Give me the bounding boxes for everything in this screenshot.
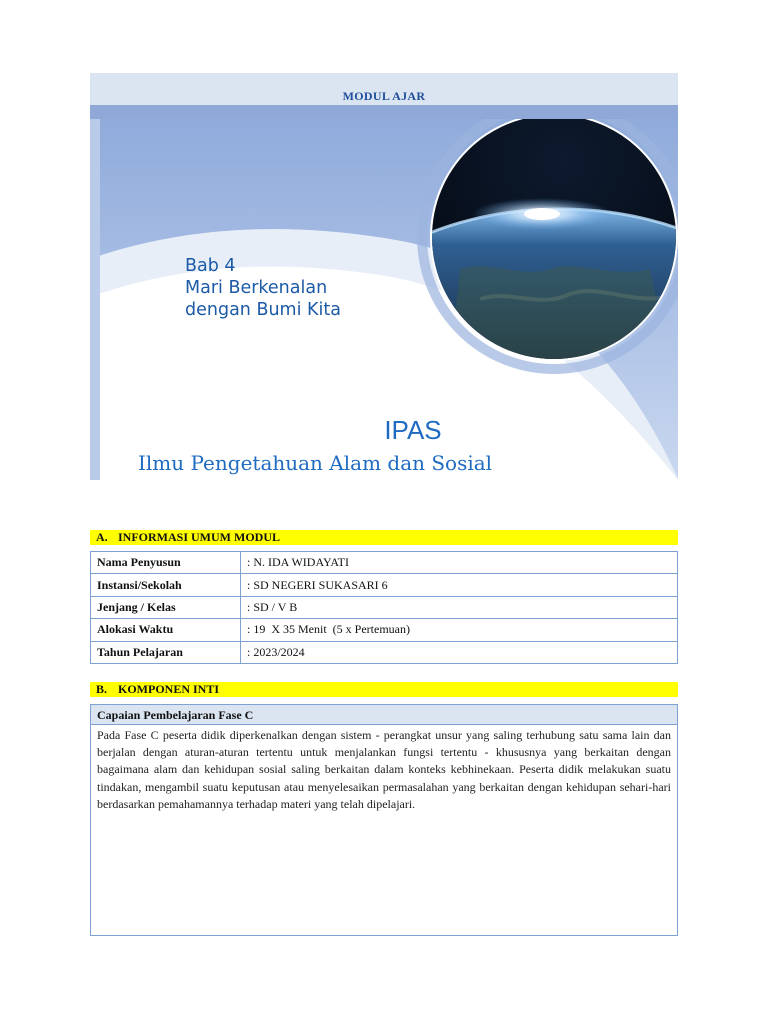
row-value: : SD / V B [241, 596, 678, 618]
table-row [91, 574, 678, 596]
table-row [91, 552, 678, 574]
section-number: A. [96, 530, 108, 544]
cover-image [90, 119, 678, 480]
chapter-line: Mari Berkenalan [185, 278, 328, 298]
row-label: Jenjang / Kelas [91, 596, 241, 618]
row-label: Nama Penyusun [91, 552, 241, 574]
section-title: INFORMASI UMUM MODUL [118, 530, 280, 544]
row-value: : 2023/2024 [241, 641, 678, 663]
section-a-heading [90, 530, 678, 545]
cover-subtitle: Ilmu Pengetahuan Alam dan Sosial [138, 451, 493, 475]
chapter-line: dengan Bumi Kita [185, 300, 341, 320]
row-label: Instansi/Sekolah [91, 574, 241, 596]
chapter-line: Bab 4 [185, 256, 236, 276]
page-header [90, 73, 678, 105]
cover-subject: IPAS [384, 415, 442, 445]
row-value: : N. IDA WIDAYATI [241, 552, 678, 574]
table-row [91, 619, 678, 641]
table-row [91, 641, 678, 663]
module-info-table [90, 551, 678, 664]
section-b-heading [90, 682, 678, 697]
learning-outcome-text: Pada Fase C peserta didik diperkenalkan dengan sistem - perangkat unsur yang saling terhubung satu sama lain dan berjalan dengan aturan-aturan tertentu untuk menjalankan fungsi tertentu - khususnya yang berkaitan dengan bagaimana alam dan kehidupan sosial saling berkaitan dalam konteks kebhinekaan. Peserta didik melakukan suatu tindakan, mengambil suatu keputusan atau menyelesaikan permasalahan yang berkaitan dengan kehidupan sehari-hari berdasarkan pemahamannya terhadap materi yang telah dipelajari. [97, 728, 671, 811]
learning-outcome-title: Capaian Pembelajaran Fase C [91, 705, 677, 725]
section-title: KOMPONEN INTI [118, 682, 220, 696]
row-value: : 19 X 35 Menit (5 x Pertemuan) [241, 619, 678, 641]
row-label: Alokasi Waktu [91, 619, 241, 641]
page-title: MODUL AJAR [342, 89, 426, 103]
header-rule [90, 105, 678, 119]
learning-outcome-box [90, 704, 678, 936]
table-row [91, 596, 678, 618]
row-value: : SD NEGERI SUKASARI 6 [241, 574, 678, 596]
chapter-title [185, 255, 445, 321]
row-label: Tahun Pelajaran [91, 641, 241, 663]
section-number: B. [96, 682, 108, 696]
